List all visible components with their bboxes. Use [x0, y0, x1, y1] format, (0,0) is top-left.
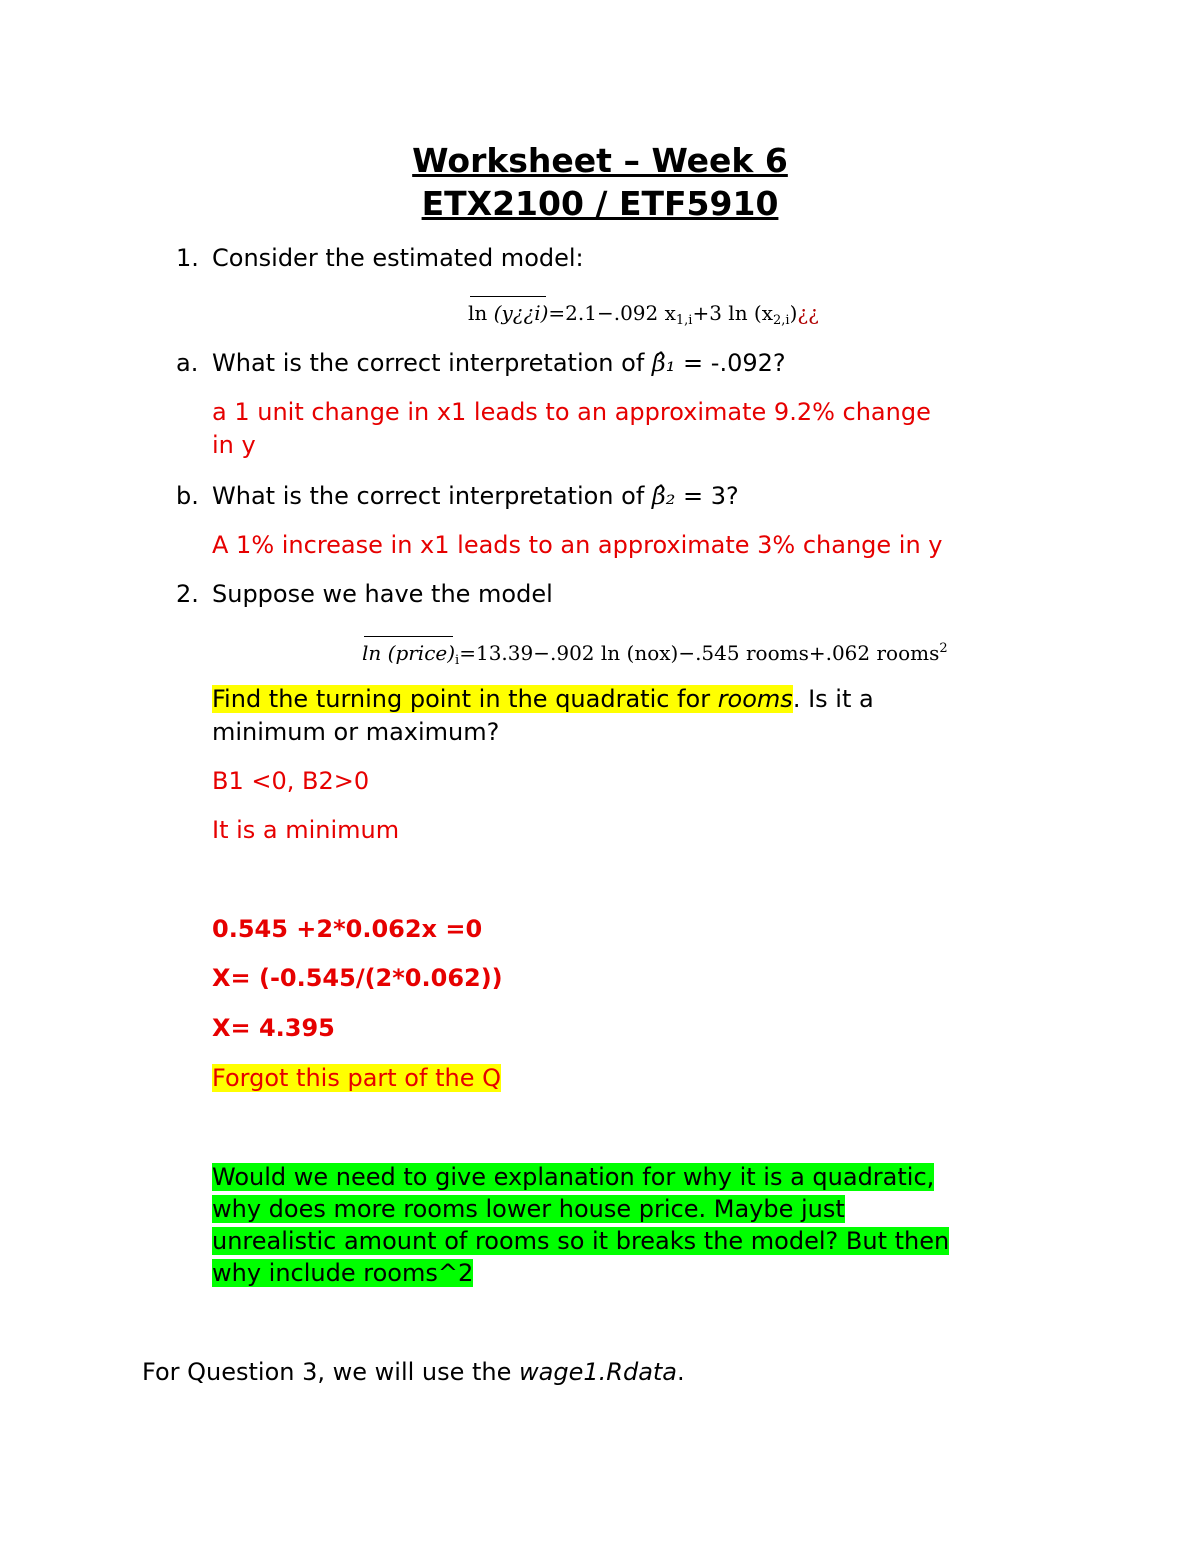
q2-prompt-highlight: Find the turning point in the quadratic for rooms: [212, 685, 793, 713]
q3-intro: For Question 3, we will use the wage1.Rdata.: [142, 1358, 685, 1386]
q2-calc-2: X= (-0.545/(2*0.062)): [212, 964, 503, 992]
q1-eq-rhs2: +3 ln (x: [692, 301, 774, 325]
q1a-answer-line-2: in y: [212, 431, 256, 459]
q1-number: 1.: [176, 244, 199, 272]
q2-calc-1: 0.545 +2*0.062x =0: [212, 915, 483, 943]
beta2-symbol: β̂₂: [651, 482, 676, 510]
q2-note-green-line-2: why does more rooms lower house price. Maybe just: [212, 1195, 845, 1223]
q2-answer-1: B1 <0, B2>0: [212, 767, 370, 795]
q2-eq-lhs: ln (price): [362, 641, 456, 665]
q1-equation: [468, 299, 819, 335]
q1-eq-garble: ¿¿: [797, 301, 819, 325]
q2-answer-2: It is a minimum: [212, 816, 400, 844]
q2-prompt-line-2: minimum or maximum?: [212, 718, 500, 746]
q2-prompt-line-1: Find the turning point in the quadratic for rooms. Is it a: [212, 685, 874, 713]
title-line-1: Worksheet – Week 6: [412, 141, 788, 180]
q2-number: 2.: [176, 580, 199, 608]
q1b-question: What is the correct interpretation of β̂₂ = 3?: [212, 482, 739, 510]
q2-note-green-line-3: unrealistic amount of rooms so it breaks the model? But then: [212, 1227, 950, 1255]
q1a-question: What is the correct interpretation of β̂₁ = -.092?: [212, 349, 786, 377]
title-line-2: ETX2100 / ETF5910: [421, 184, 779, 223]
q1a-answer-line-1: a 1 unit change in x1 leads to an approximate 9.2% change: [212, 398, 931, 426]
q2-note-green-line-1: Would we need to give explanation for why it is a quadratic,: [212, 1163, 935, 1191]
q1-eq-rhs2-sub: 2,i: [773, 313, 790, 328]
q2-eq-lhs-sub: i: [455, 653, 460, 668]
q1-eq-rhs: =2.1−.092 x: [548, 301, 676, 325]
q1-eq-rhs2-close: ): [789, 301, 798, 325]
beta1-symbol: β̂₁: [651, 349, 676, 377]
q2-note-yellow: Forgot this part of the Q: [212, 1064, 501, 1092]
q2-eq-rhs-sup: 2: [939, 641, 948, 656]
q2-calc-3: X= 4.395: [212, 1014, 335, 1042]
q1b-label: b.: [176, 482, 199, 510]
q2-equation: [362, 635, 948, 675]
q1-eq-rhs-sub: 1,i: [675, 313, 693, 328]
q1-eq-lhs: ln (y¿¿i): [468, 301, 549, 325]
q1a-label: a.: [176, 349, 199, 377]
q2-eq-rhs: =13.39−.902 ln (nox)−.545 rooms+.062 rooms: [459, 641, 940, 665]
q2-text: Suppose we have the model: [212, 580, 553, 608]
q1b-answer: A 1% increase in x1 leads to an approximate 3% change in y: [212, 531, 943, 559]
q2-note-green-line-4: why include rooms^2: [212, 1259, 474, 1287]
q1-text: Consider the estimated model:: [212, 244, 584, 272]
